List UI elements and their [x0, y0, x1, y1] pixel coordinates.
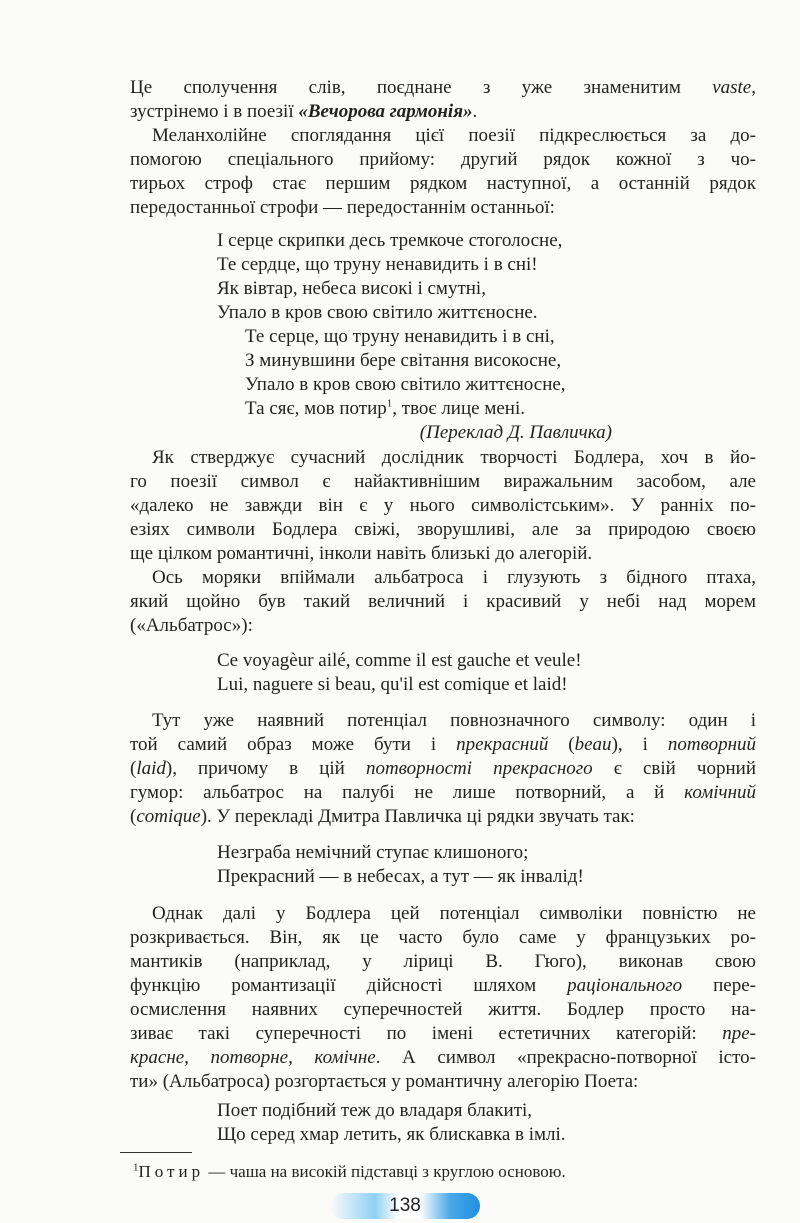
text-line — [130, 614, 756, 638]
text-run: ти» (Альбатроса) розгортається у романтичну алегорію Поета: — [130, 1071, 639, 1092]
text-run: зиває такі суперечності по імені естетичних категорій: — [130, 1023, 723, 1044]
text-run: Меланхолійне споглядання цієї поезії підкреслюється за до- — [152, 125, 756, 146]
italic-run: комічний — [684, 782, 756, 803]
text-run: помогою спеціального прийому: другий рядок кожної з чо- — [130, 149, 756, 170]
text-run: го поезії символ є найактивнішим виражальним засобом, але — [130, 471, 756, 492]
verse-line — [217, 865, 756, 889]
verse-line — [217, 253, 756, 277]
italic-run: vaste — [712, 77, 752, 98]
text-line — [130, 446, 756, 470]
text-run: ( — [548, 734, 575, 755]
text-run: Як стверджує сучасний дослідник творчості Бодлера, хоч в йо- — [152, 447, 756, 468]
page-number: 138 — [389, 1195, 421, 1216]
text-line — [130, 1070, 756, 1094]
text-line — [130, 781, 756, 805]
paragraph — [130, 902, 756, 1094]
italic-run: laid — [136, 758, 166, 779]
footnote — [133, 1160, 566, 1184]
verse-quote — [217, 649, 756, 697]
text-run: Те серце, що труну ненавидить і в сні, — [245, 326, 555, 347]
verse-quote — [217, 1099, 756, 1147]
text-run: розкривається. Він, як це часто було саме у французьких ро- — [130, 927, 756, 948]
text-run: тирьох строф стає першим рядком наступної, а останній рядок — [130, 173, 756, 194]
text-run: ). У перекладі Дмитра Павличка ці рядки звучать так: — [200, 806, 635, 827]
verse-line — [217, 373, 756, 397]
text-run: ( — [130, 806, 137, 827]
italic-run: пре- — [722, 1023, 756, 1044]
footnote-mark: 1 — [133, 1161, 139, 1174]
footnote-text: — чаша на високій підставці з круглою основою. — [204, 1162, 566, 1181]
text-run: мантиків (наприклад, у ліриці В. Гюго), виконав свою — [130, 951, 756, 972]
text-run: гумор: альбатрос на палубі не лише потворний, а й — [130, 782, 685, 803]
text-run: І серце скрипки десь тремкоче стоголосне, — [217, 230, 563, 251]
text-run: ), причому в цій — [165, 758, 366, 779]
text-line — [130, 590, 756, 614]
text-line — [130, 757, 756, 781]
translation-attribution: (Переклад Д. Павличка) — [419, 422, 612, 443]
text-line — [130, 902, 756, 926]
verse-line — [217, 649, 756, 673]
poem-title: «Вечорова гармонія» — [298, 101, 473, 122]
text-run: «далеко не завжди він є у нього символістським». У ранніх по- — [130, 495, 756, 516]
paragraph — [130, 566, 756, 638]
text-run: Ce voyagèur ailé, comme il est gauche et veule! — [217, 650, 582, 671]
text-run: Тут уже наявний потенціал повнозначного символу: один і — [152, 710, 756, 731]
text-run: («Альбатрос»): — [130, 615, 253, 636]
footnote-term: Потир — [138, 1162, 205, 1181]
page-body — [130, 76, 756, 1147]
text-line — [130, 172, 756, 196]
italic-run: прекрасний — [456, 734, 549, 755]
text-run: передостанньої строфи — передостаннім останньої: — [130, 197, 555, 218]
text-run: . — [472, 101, 478, 122]
text-line — [130, 733, 756, 757]
text-run: Незграба немічний ступає клишоного; — [217, 842, 529, 863]
italic-run: красне, потворне, комічне — [130, 1047, 376, 1068]
verse-line — [217, 301, 756, 325]
verse-line — [217, 277, 756, 301]
paragraph — [130, 709, 756, 829]
text-run: Упало в кров свою світило життєносне, — [245, 374, 566, 395]
text-line — [130, 100, 756, 124]
text-line — [130, 494, 756, 518]
italic-run: потворний — [667, 734, 756, 755]
text-run: є свій чорний — [592, 758, 756, 779]
italic-run: потворності прекрасного — [365, 758, 593, 779]
verse-line — [217, 841, 756, 865]
text-line — [130, 974, 756, 998]
text-run: Поет подібний теж до владаря блакиті, — [217, 1100, 533, 1121]
text-run: Що серед хмар летить, як блискавка в імлі. — [217, 1124, 566, 1145]
italic-run: раціонального — [567, 975, 683, 996]
verse-quote — [217, 841, 756, 889]
text-run: зустрінемо і в поезії — [130, 101, 299, 122]
text-line — [130, 1022, 756, 1046]
text-line — [130, 518, 756, 542]
text-run: Ось моряки впіймали альбатроса і глузують з бідного птаха, — [152, 567, 756, 588]
footnote-divider — [120, 1152, 192, 1153]
text-run: Упало в кров свою світило життєносне. — [217, 302, 538, 323]
text-run: який щойно був такий величний і красивий у небі над морем — [130, 591, 756, 612]
paragraph — [130, 446, 756, 566]
italic-run: beau — [574, 734, 612, 755]
text-run: , — [751, 77, 756, 98]
text-run: функцію романтизації дійсності шляхом — [130, 975, 568, 996]
text-line — [130, 566, 756, 590]
text-line — [130, 124, 756, 148]
text-run: осмислення наявних суперечностей життя. Бодлер просто на- — [130, 999, 756, 1020]
footnote-ref: 1 — [386, 397, 393, 410]
paragraph — [130, 124, 756, 220]
text-run: Прекрасний — в небесах, а тут — як інвалід! — [217, 866, 584, 887]
text-line — [130, 470, 756, 494]
text-line — [130, 1046, 756, 1070]
text-run: пере- — [682, 975, 756, 996]
verse-line — [217, 229, 756, 253]
text-run: З минувшини бере світання високосне, — [245, 350, 562, 371]
text-line — [130, 709, 756, 733]
text-line — [130, 148, 756, 172]
italic-run: comique — [136, 806, 201, 827]
text-line — [130, 196, 756, 220]
page-number-badge — [330, 1193, 480, 1219]
text-run: той самий образ може бути і — [130, 734, 457, 755]
text-run: , твоє лице мені. — [392, 398, 525, 419]
verse-line — [217, 673, 756, 697]
text-line — [130, 805, 756, 829]
text-run: Як вівтар, небеса високі і смутні, — [217, 278, 486, 299]
verse-line — [217, 325, 756, 349]
verse-line — [217, 349, 756, 373]
text-line — [130, 926, 756, 950]
text-run: Lui, naguere si beau, qu'il est comique et laid! — [217, 674, 568, 695]
text-run: . А символ «прекрасно-потворної істо- — [375, 1047, 756, 1068]
verse-line — [217, 1099, 756, 1123]
text-run: ), і — [611, 734, 668, 755]
text-run: Те сердце, що труну ненавидить і в сні! — [217, 254, 538, 275]
text-line — [130, 998, 756, 1022]
paragraph — [130, 76, 756, 124]
verse-line — [217, 1123, 756, 1147]
text-run: Однак далі у Бодлера цей потенціал символіки повністю не — [152, 903, 756, 924]
text-line — [130, 542, 756, 566]
text-line — [130, 76, 756, 100]
verse-line — [217, 397, 756, 421]
text-run: Це сполучення слів, поєднане з уже знаменитим — [130, 77, 713, 98]
text-run: езіях символи Бодлера свіжі, зворушливі, але за природою своєю — [130, 519, 756, 540]
text-line — [130, 950, 756, 974]
text-run: ще цілком романтичні, інколи навіть близькі до алегорій. — [130, 543, 593, 564]
verse-quote — [217, 229, 756, 445]
text-run: ( — [130, 758, 137, 779]
text-run: Та сяє, мов потир — [245, 398, 387, 419]
